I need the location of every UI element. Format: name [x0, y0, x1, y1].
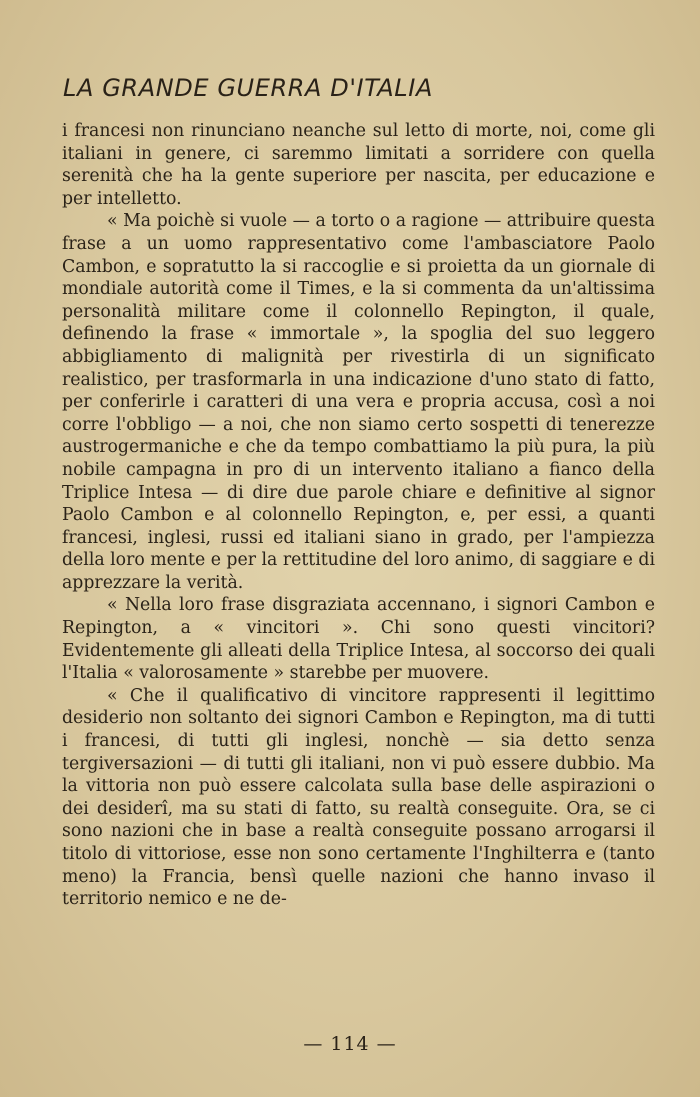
body-text	[62, 120, 655, 911]
running-head: LA GRANDE GUERRA D'ITALIA	[63, 74, 433, 102]
paragraph-4: « Che il qualificativo di vincitore rappresenti il legittimo desiderio non soltanto dei signori Cambon e Repington, ma di tutti i francesi, di tutti gli inglesi, nonchè — sia detto senza tergiversazioni — di tutti gli italiani, non vi può essere dubbio. Ma la vittoria non può essere calcolata sulla base delle aspirazioni o dei desiderî, ma su stati di fatto, su realtà conseguite. Ora, se ci sono nazioni che in base a realtà conseguite possano arrogarsi il titolo di vittoriose, esse non sono certamente l'Inghilterra e (tanto meno) la Francia, bensì quelle nazioni che hanno invaso il territorio nemico e ne de-	[62, 685, 655, 910]
paragraph-2: « Ma poichè si vuole — a torto o a ragione — attribuire questa frase a un uomo rappresentativo come l'ambasciatore Paolo Cambon, e sopratutto la si raccoglie e si proietta da un giornale di mondiale autorità come il Times, e la si commenta da un'altissima personalità militare come il colonnello Repington, il quale, definendo la frase « immortale », la spoglia del suo leggero abbigliamento di malignità per rivestirla di un significato realistico, per trasformarla in una indicazione d'uno stato di fatto, per conferirle i caratteri di una vera e propria accusa, così a noi corre l'obbligo — a noi, che non siamo certo sospetti di tenerezze austrogermaniche e che da tempo combattiamo la più pura, la più nobile campagna in pro di un intervento italiano a fianco della Triplice Intesa — di dire due parole chiare e definitive al signor Paolo Cambon e al colonnello Repington, e, per essi, a quanti francesi, inglesi, russi ed italiani siano in grado, per l'ampiezza della loro mente e per la rettitudine del loro animo, di saggiare e di apprezzare la verità.	[62, 211, 655, 593]
paragraph-3: « Nella loro frase disgraziata accennano, i signori Cambon e Repington, a « vincitori ». Chi sono questi vincitori? Evidentemente gli alleati della Triplice Intesa, al soccorso dei quali l'Italia « valorosamente » starebbe per muovere.	[62, 595, 655, 684]
paragraph-1: i francesi non rinunciano neanche sul letto di morte, noi, come gli italiani in genere, ci saremmo limitati a sorridere con quella serenità che ha la gente superiore per nascita, per educazione e per intelletto.	[62, 121, 655, 209]
page-number: — 114 —	[303, 1033, 397, 1055]
